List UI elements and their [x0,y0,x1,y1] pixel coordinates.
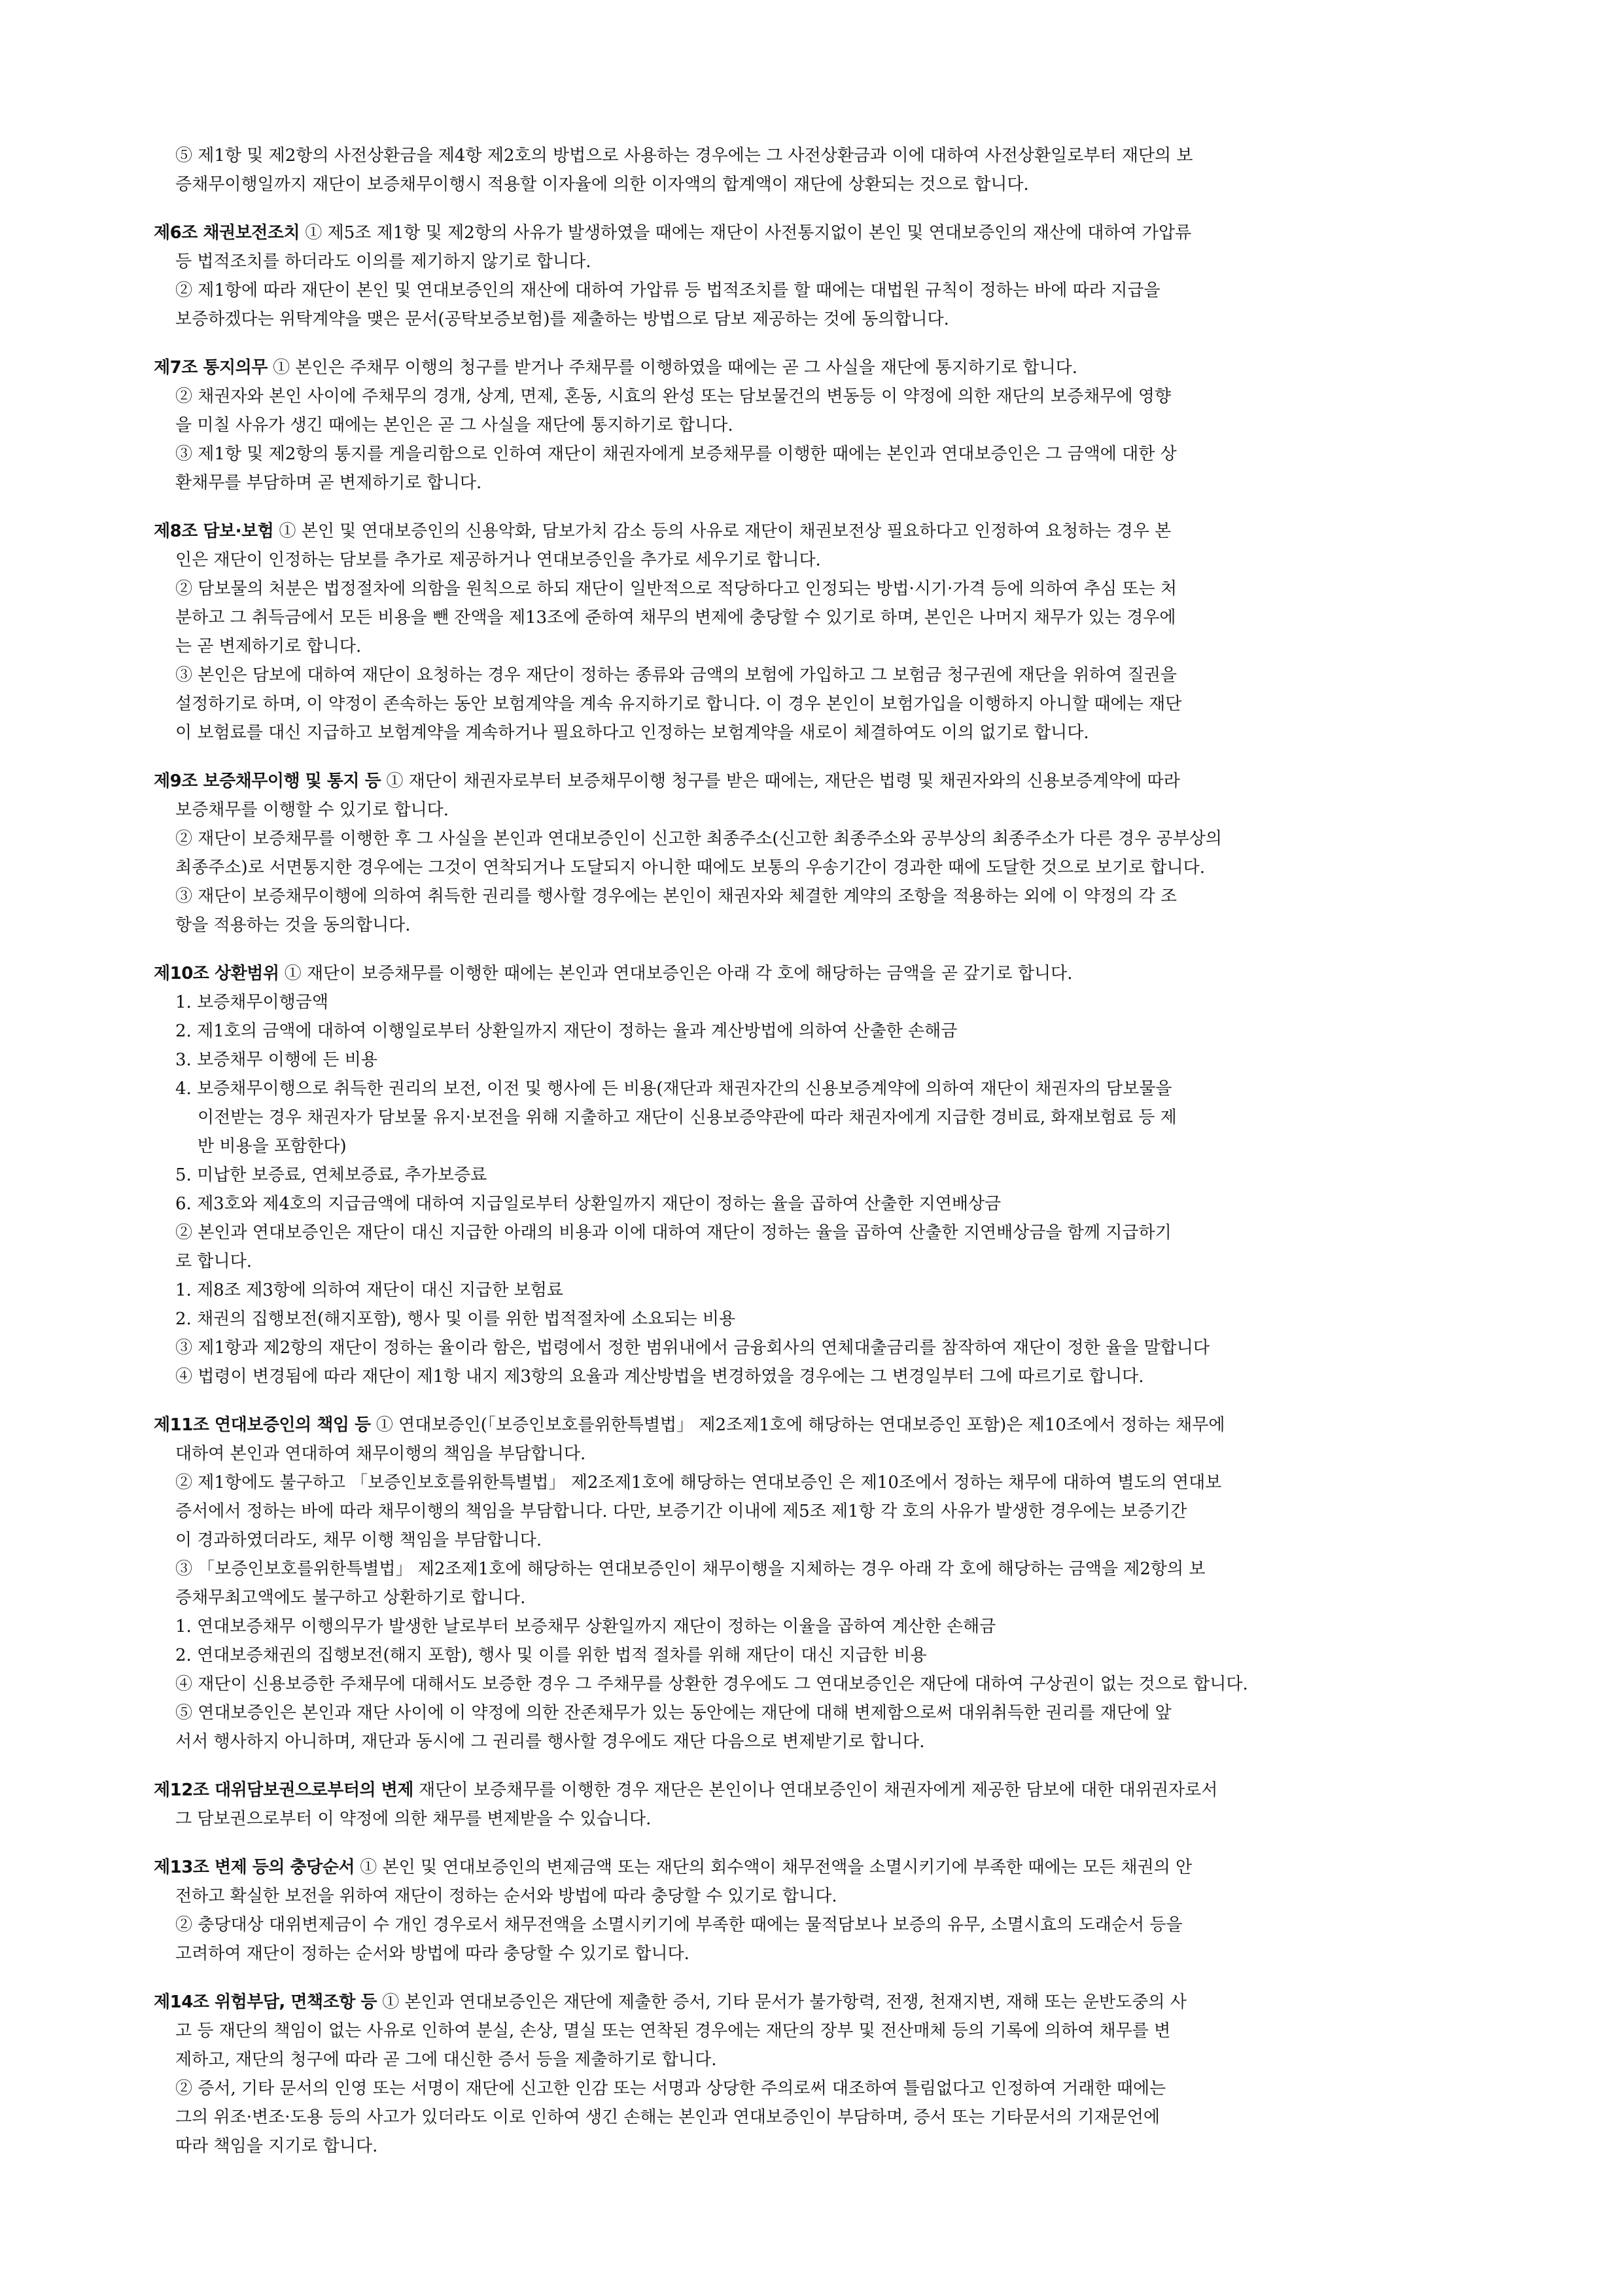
paragraph-line: 는 곧 변제하기로 합니다. [175,637,362,656]
article-section [154,141,1469,199]
paragraph-line: ⑤ 연대보증인은 본인과 재단 사이에 이 약정에 의한 잔존채무가 있는 동안에는 재단에 대해 변제함으로써 대위취득한 권리를 재단에 앞 [175,1703,1172,1723]
paragraph-line: ② 제1항에 따라 재단이 본인 및 연대보증인의 재산에 대하여 가압류 등 법적조치를 할 때에는 대법원 규칙이 정하는 바에 따라 지급을 [175,281,1161,300]
paragraph-line: 전하고 확실한 보전을 위하여 재단이 정하는 순서와 방법에 따라 충당할 수 있기로 합니다. [175,1886,837,1906]
list-item-line: 2. 채권의 집행보전(해지포함), 행사 및 이를 위한 법적절차에 소요되는 비용 [175,1309,736,1329]
article-heading: 제13조 변제 등의 충당순서 [154,1858,355,1877]
article-first-line [154,219,1469,247]
list-item-line: 반 비용을 포함한다) [198,1137,347,1156]
paragraph-line: ② 담보물의 처분은 법정절차에 의함을 원칙으로 하되 재단이 일반적으로 적당하다고 인정되는 방법·시기·가격 등에 의하여 추심 또는 처 [175,579,1178,599]
article-section [154,1853,1469,1968]
list-item-line: 5. 미납한 보증료, 연체보증료, 추가보증료 [175,1165,487,1185]
paragraph-line: ③ 「보증인보호를위한특별법」 제2조제1호에 해당하는 연대보증인이 채무이행을 지체하는 경우 아래 각 호에 해당하는 금액을 제2항의 보 [175,1559,1206,1579]
paragraph-line: ② 충당대상 대위변제금이 수 개인 경우로서 채무전액을 소멸시키기에 부족한 때에는 물적담보나 보증의 유무, 소멸시효의 도래순서 등을 [175,1915,1183,1935]
paragraph-line: ⑤ 제1항 및 제2항의 사전상환금을 제4항 제2호의 방법으로 사용하는 경우에는 그 사전상환금과 이에 대하여 사전상환일로부터 재단의 보 [175,146,1193,166]
article-text: ① 재단이 채권자로부터 보증채무이행 청구를 받은 때에는, 재단은 법령 및 채권자와의 신용보증계약에 따라 [381,771,1180,791]
paragraph-line: 을 미칠 사유가 생긴 때에는 본인은 곧 그 사실을 재단에 통지하기로 합니다. [175,415,733,435]
article-first-line [154,353,1469,382]
article-heading: 제9조 보증채무이행 및 통지 등 [154,771,381,791]
article-first-line [154,517,1469,546]
paragraph-line: 서서 행사하지 아니하며, 재단과 동시에 그 권리를 행사할 경우에도 재단 다음으로 변제받기로 합니다. [175,1732,925,1752]
list-item-line: 이전받는 경우 채권자가 담보물 유지·보전을 위해 지출하고 재단이 신용보증약관에 따라 채권자에게 지급한 경비료, 화재보험료 등 제 [198,1108,1177,1127]
paragraph-line: ④ 법령이 변경됨에 따라 재단이 제1항 내지 제3항의 요율과 계산방법을 변경하였을 경우에는 그 변경일부터 그에 따르기로 합니다. [175,1367,1144,1386]
paragraph-line: 고 등 재단의 책임이 없는 사유로 인하여 분실, 손상, 멸실 또는 연착된 경우에는 재단의 장부 및 전산매체 등의 기록에 의하여 채무를 변 [175,2021,1171,2041]
article-text: ① 본인 및 연대보증인의 변제금액 또는 재단의 회수액이 채무전액을 소멸시키기에 부족한 때에는 모든 채권의 안 [355,1858,1193,1877]
paragraph-line: ② 채권자와 본인 사이에 주채무의 경개, 상계, 면제, 혼동, 시효의 완성 또는 담보물건의 변동등 이 약정에 의한 재단의 보증채무에 영향 [175,387,1172,406]
article-section [154,353,1469,497]
paragraph-line: 로 합니다. [175,1252,252,1271]
paragraph-line: 증서에서 정하는 바에 따라 채무이행의 책임을 부담합니다. 다만, 보증기간 이내에 제5조 제1항 각 호의 사유가 발생한 경우에는 보증기간 [175,1502,1187,1521]
paragraph-line: 증채무이행일까지 재단이 보증채무이행시 적용할 이자율에 의한 이자액의 합계액이 재단에 상환되는 것으로 합니다. [175,175,1029,194]
article-section [154,1776,1469,1833]
article-heading: 제11조 연대보증인의 책임 등 [154,1415,371,1435]
article-text: ① 재단이 보증채무를 이행한 때에는 본인과 연대보증인은 아래 각 호에 해당하는 금액을 곧 갚기로 합니다. [279,964,1073,983]
article-section [154,959,1469,1391]
paragraph-line: ③ 제1항 및 제2항의 통지를 게을리함으로 인하여 재단이 채권자에게 보증채무를 이행한 때에는 본인과 연대보증인은 그 금액에 대한 상 [175,444,1177,464]
article-first-line [154,1411,1469,1439]
list-item-line: 2. 제1호의 금액에 대하여 이행일로부터 상환일까지 재단이 정하는 율과 계산방법에 의하여 산출한 손해금 [175,1021,958,1041]
paragraph-line: 인은 재단이 인정하는 담보를 추가로 제공하거나 연대보증인을 추가로 세우기로 합니다. [175,550,821,570]
article-first-line [154,1853,1469,1882]
article-section [154,1988,1469,2161]
article-heading: 제14조 위험부담, 면책조항 등 [154,1992,377,2012]
list-item-line: 6. 제3호와 제4호의 지급금액에 대하여 지급일로부터 상환일까지 재단이 정하는 율을 곱하여 산출한 지연배상금 [175,1194,1002,1214]
paragraph-line: 이 경과하였더라도, 채무 이행 책임을 부담합니다. [175,1530,542,1550]
list-item-line: 4. 보증채무이행으로 취득한 권리의 보전, 이전 및 행사에 든 비용(재단과 채권자간의 신용보증계약에 의하여 재단이 채권자의 담보물을 [175,1079,1172,1099]
list-item-line: 1. 보증채무이행금액 [175,993,328,1012]
article-text: 재단이 보증채무를 이행한 경우 재단은 본인이나 연대보증인이 채권자에게 제공한 담보에 대한 대위권자로서 [413,1780,1218,1800]
list-item-line: 1. 제8조 제3항에 의하여 재단이 대신 지급한 보험료 [175,1280,563,1300]
article-first-line [154,767,1469,796]
paragraph-line: 보증하겠다는 위탁계약을 맺은 문서(공탁보증보험)를 제출하는 방법으로 담보 제공하는 것에 동의합니다. [175,309,949,329]
paragraph-line: ② 재단이 보증채무를 이행한 후 그 사실을 본인과 연대보증인이 신고한 최종주소(신고한 최종주소와 공부상의 최종주소가 다른 경우 공부상의 [175,829,1222,849]
paragraph-line: ④ 재단이 신용보증한 주채무에 대해서도 보증한 경우 그 주채무를 상환한 경우에도 그 연대보증인은 재단에 대하여 구상권이 없는 것으로 합니다. [175,1674,1248,1694]
article-heading: 제8조 담보·보험 [154,521,274,541]
list-item-line: 2. 연대보증채권의 집행보전(해지 포함), 행사 및 이를 위한 법적 절차를 위해 재단이 대신 지급한 비용 [175,1646,927,1665]
paragraph-line: 고려하여 재단이 정하는 순서와 방법에 따라 충당할 수 있기로 합니다. [175,1944,689,1964]
paragraph-line: 환채무를 부담하며 곧 변제하기로 합니다. [175,473,482,493]
paragraph-line: 분하고 그 취득금에서 모든 비용을 뺀 잔액을 제13조에 준하여 채무의 변제에 충당할 수 있기로 하며, 본인은 나머지 채무가 있는 경우에 [175,608,1176,627]
article-section [154,767,1469,940]
paragraph-line: ③ 본인은 담보에 대하여 재단이 요청하는 경우 재단이 정하는 종류와 금액의 보험에 가입하고 그 보험금 청구권에 재단을 위하여 질권을 [175,665,1178,685]
paragraph-line: 설정하기로 하며, 이 약정이 존속하는 동안 보험계약을 계속 유지하기로 합니다. 이 경우 본인이 보험가입을 이행하지 아니할 때에는 재단 [175,694,1182,714]
paragraph-line: ② 증서, 기타 문서의 인영 또는 서명이 재단에 신고한 인감 또는 서명과 상당한 주의로써 대조하여 틀림없다고 인정하여 거래한 때에는 [175,2079,1166,2098]
article-section [154,1411,1469,1756]
article-text: ① 제5조 제1항 및 제2항의 사유가 발생하였을 때에는 재단이 사전통지없이 본인 및 연대보증인의 재산에 대하여 가압류 [300,223,1192,243]
article-text: ① 본인 및 연대보증인의 신용악화, 담보가치 감소 등의 사유로 재단이 채권보전상 필요하다고 인정하여 요청하는 경우 본 [273,521,1172,541]
article-first-line [154,959,1469,988]
paragraph-line: 그의 위조·변조·도용 등의 사고가 있더라도 이로 인하여 생긴 손해는 본인과 연대보증인이 부담하며, 증서 또는 기타문서의 기재문언에 [175,2108,1161,2127]
paragraph-line: ③ 재단이 보증채무이행에 의하여 취득한 권리를 행사할 경우에는 본인이 채권자와 체결한 계약의 조항을 적용하는 외에 이 약정의 각 조 [175,887,1178,906]
article-section [154,517,1469,747]
paragraph-line: 이 보험료를 대신 지급하고 보험계약을 계속하거나 필요하다고 인정하는 보험계약을 새로이 체결하여도 이의 없기로 합니다. [175,723,1089,743]
article-text: ① 본인은 주채무 이행의 청구를 받거나 주채무를 이행하였을 때에는 곧 그 사실을 재단에 통지하기로 합니다. [267,358,1078,378]
article-text: ① 연대보증인(「보증인보호를위한특별법」 제2조제1호에 해당하는 연대보증인 포함)은 제10조에서 정하는 채무에 [370,1415,1225,1435]
paragraph-line: 보증채무를 이행할 수 있기로 합니다. [175,800,449,820]
paragraph-line: 최종주소)로 서면통지한 경우에는 그것이 연착되거나 도달되지 아니한 때에도 보통의 우송기간이 경과한 때에 도달한 것으로 보기로 합니다. [175,858,1205,877]
article-first-line [154,1988,1469,2017]
paragraph-line: 증채무최고액에도 불구하고 상환하기로 합니다. [175,1588,526,1608]
paragraph-line: ③ 제1항과 제2항의 재단이 정하는 율이라 함은, 법령에서 정한 범위내에서 금융회사의 연체대출금리를 참작하여 재단이 정한 율을 말합니다 [175,1338,1210,1358]
paragraph-line: 등 법적조치를 하더라도 이의를 제기하지 않기로 합니다. [175,252,591,272]
article-heading: 제7조 통지의무 [154,358,268,378]
article-heading: 제10조 상환범위 [154,964,279,983]
paragraph-line: 따라 책임을 지기로 합니다. [175,2136,378,2156]
paragraph-line: 그 담보권으로부터 이 약정에 의한 채무를 변제받을 수 있습니다. [175,1809,652,1829]
paragraph-line: 항을 적용하는 것을 동의합니다. [175,915,411,935]
paragraph-line: ② 본인과 연대보증인은 재단이 대신 지급한 아래의 비용과 이에 대하여 재단이 정하는 율을 곱하여 산출한 지연배상금을 함께 지급하기 [175,1223,1172,1243]
article-heading: 제12조 대위담보권으로부터의 변제 [154,1780,413,1800]
article-first-line [154,1776,1469,1805]
paragraph-line: 대하여 본인과 연대하여 채무이행의 책임을 부담합니다. [175,1444,586,1464]
paragraph-line: ② 제1항에도 불구하고 「보증인보호를위한특별법」 제2조제1호에 해당하는 연대보증인 은 제10조에서 정하는 채무에 대하여 별도의 연대보 [175,1473,1222,1492]
list-item-line: 3. 보증채무 이행에 든 비용 [175,1050,378,1070]
paragraph-line: 제하고, 재단의 청구에 따라 곧 그에 대신한 증서 등을 제출하기로 합니다. [175,2050,717,2070]
article-section [154,219,1469,334]
article-heading: 제6조 채권보전조치 [154,223,300,243]
article-text: ① 본인과 연대보증인은 재단에 제출한 증서, 기타 문서가 불가항력, 전쟁, 천재지변, 재해 또는 운반도중의 사 [377,1992,1187,2012]
list-item-line: 1. 연대보증채무 이행의무가 발생한 날로부터 보증채무 상환일까지 재단이 정하는 이율을 곱하여 계산한 손해금 [175,1617,996,1636]
